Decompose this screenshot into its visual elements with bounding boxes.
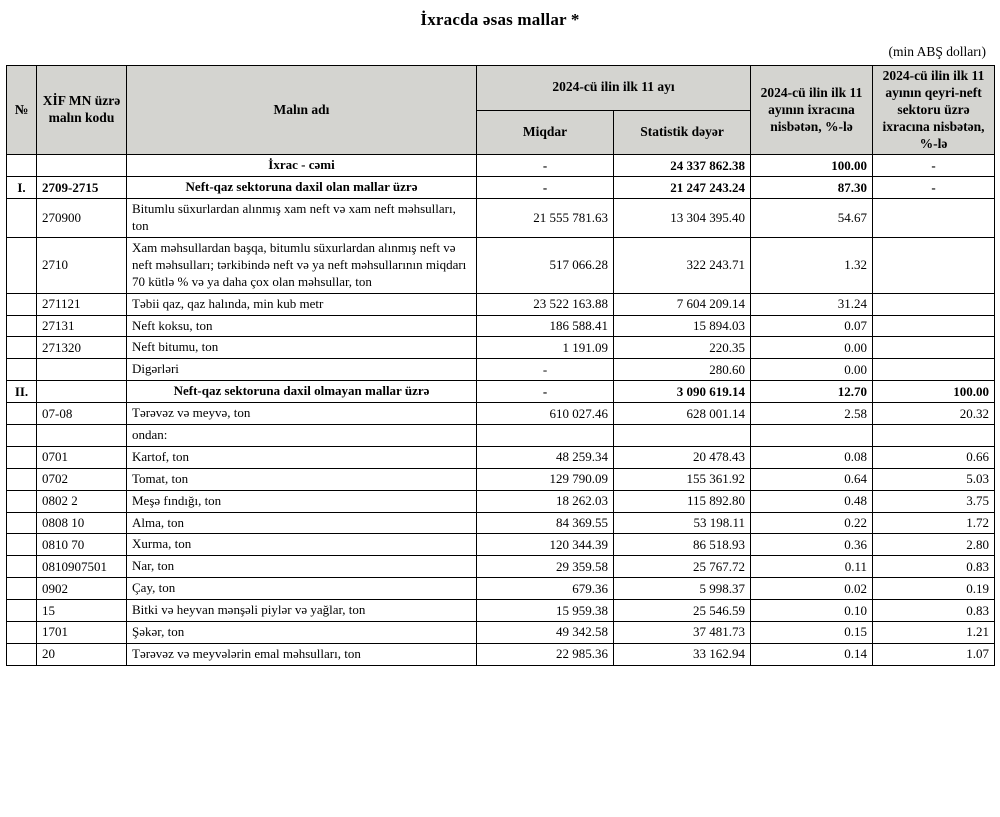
table-row xyxy=(7,424,995,446)
cell-num: I. xyxy=(7,177,37,199)
cell-pct-total: 12.70 xyxy=(751,381,873,403)
cell-num xyxy=(7,621,37,643)
table-row xyxy=(7,293,995,315)
cell-pct-total: 54.67 xyxy=(751,199,873,238)
table-row xyxy=(7,643,995,665)
export-goods-table xyxy=(6,65,995,666)
table-row xyxy=(7,600,995,622)
table-row xyxy=(7,446,995,468)
table-row xyxy=(7,621,995,643)
cell-code xyxy=(37,359,127,381)
cell-code xyxy=(37,381,127,403)
cell-code: 15 xyxy=(37,600,127,622)
table-row xyxy=(7,403,995,425)
cell-pct-total: 0.48 xyxy=(751,490,873,512)
cell-num xyxy=(7,155,37,177)
cell-value: 37 481.73 xyxy=(614,621,751,643)
cell-code: 0802 2 xyxy=(37,490,127,512)
cell-quantity: 1 191.09 xyxy=(477,337,614,359)
table-row xyxy=(7,490,995,512)
table-row xyxy=(7,578,995,600)
cell-num xyxy=(7,359,37,381)
cell-code: 1701 xyxy=(37,621,127,643)
cell-pct-nonoil xyxy=(873,315,995,337)
cell-pct-nonoil xyxy=(873,293,995,315)
cell-value: 25 767.72 xyxy=(614,556,751,578)
cell-quantity: 22 985.36 xyxy=(477,643,614,665)
header-qty: Miqdar xyxy=(477,110,614,155)
cell-value: 7 604 209.14 xyxy=(614,293,751,315)
cell-num: II. xyxy=(7,381,37,403)
cell-quantity: 18 262.03 xyxy=(477,490,614,512)
cell-pct-total: 0.36 xyxy=(751,534,873,556)
table-row xyxy=(7,155,995,177)
cell-pct-total: 0.02 xyxy=(751,578,873,600)
cell-value: 3 090 619.14 xyxy=(614,381,751,403)
cell-quantity: - xyxy=(477,381,614,403)
table-row xyxy=(7,359,995,381)
cell-goods-name: Xam məhsullardan başqa, bitumlu süxurlardan alınmış neft və neft məhsulları; tərkibində neft və ya neft məhsullarının miqdarı 70 kütlə % və ya daha çox olan məhsullar, ton xyxy=(127,237,477,293)
cell-pct-total: 0.64 xyxy=(751,468,873,490)
cell-goods-name: Tomat, ton xyxy=(127,468,477,490)
cell-pct-total: 2.58 xyxy=(751,403,873,425)
cell-code: 0702 xyxy=(37,468,127,490)
cell-pct-nonoil: 1.07 xyxy=(873,643,995,665)
table-body xyxy=(7,155,995,665)
table-row xyxy=(7,556,995,578)
cell-value: 21 247 243.24 xyxy=(614,177,751,199)
cell-pct-nonoil: 0.19 xyxy=(873,578,995,600)
cell-quantity: 679.36 xyxy=(477,578,614,600)
cell-num xyxy=(7,534,37,556)
cell-goods-name: Neft koksu, ton xyxy=(127,315,477,337)
cell-value: 280.60 xyxy=(614,359,751,381)
cell-value: 322 243.71 xyxy=(614,237,751,293)
cell-pct-nonoil: - xyxy=(873,177,995,199)
cell-goods-name: Digərləri xyxy=(127,359,477,381)
cell-goods-name: Şəkər, ton xyxy=(127,621,477,643)
cell-pct-nonoil: - xyxy=(873,155,995,177)
header-name: Malın adı xyxy=(127,66,477,155)
document-page xyxy=(0,10,1000,666)
cell-goods-name: Alma, ton xyxy=(127,512,477,534)
cell-code: 2709-2715 xyxy=(37,177,127,199)
table-row xyxy=(7,468,995,490)
cell-pct-total: 0.08 xyxy=(751,446,873,468)
cell-quantity: 15 959.38 xyxy=(477,600,614,622)
unit-note: (min ABŞ dolları) xyxy=(888,44,986,59)
cell-code: 0808 10 xyxy=(37,512,127,534)
cell-value: 20 478.43 xyxy=(614,446,751,468)
cell-code: 07-08 xyxy=(37,403,127,425)
cell-pct-nonoil: 1.21 xyxy=(873,621,995,643)
cell-goods-name: Çay, ton xyxy=(127,578,477,600)
table-row xyxy=(7,534,995,556)
cell-pct-total: 0.10 xyxy=(751,600,873,622)
header-pct-total: 2024-cü ilin ilk 11 ayının ixracına nisbətən, %-lə xyxy=(751,66,873,155)
cell-code: 0902 xyxy=(37,578,127,600)
cell-quantity: 129 790.09 xyxy=(477,468,614,490)
header-pct-nonoil: 2024-cü ilin ilk 11 ayının qeyri-neft sektoru üzrə ixracına nisbətən, %-lə xyxy=(873,66,995,155)
cell-goods-name: Tərəvəz və meyvələrin emal məhsulları, ton xyxy=(127,643,477,665)
cell-num xyxy=(7,315,37,337)
cell-goods-name: Bitumlu süxurlardan alınmış xam neft və xam neft məhsulları, ton xyxy=(127,199,477,238)
cell-pct-nonoil xyxy=(873,199,995,238)
cell-pct-nonoil: 100.00 xyxy=(873,381,995,403)
cell-quantity: 84 369.55 xyxy=(477,512,614,534)
cell-pct-total: 0.15 xyxy=(751,621,873,643)
cell-num xyxy=(7,600,37,622)
header-period: 2024-cü ilin ilk 11 ayı xyxy=(477,66,751,111)
cell-pct-total: 1.32 xyxy=(751,237,873,293)
cell-value: 33 162.94 xyxy=(614,643,751,665)
cell-pct-total xyxy=(751,424,873,446)
cell-goods-name: Meşə fındığı, ton xyxy=(127,490,477,512)
cell-pct-total: 31.24 xyxy=(751,293,873,315)
header-num: № xyxy=(7,66,37,155)
table-row xyxy=(7,237,995,293)
cell-code xyxy=(37,424,127,446)
cell-code: 0810907501 xyxy=(37,556,127,578)
cell-quantity: 23 522 163.88 xyxy=(477,293,614,315)
cell-quantity: 21 555 781.63 xyxy=(477,199,614,238)
cell-quantity: 49 342.58 xyxy=(477,621,614,643)
cell-quantity: - xyxy=(477,359,614,381)
cell-goods-name: İxrac - cəmi xyxy=(127,155,477,177)
cell-code: 271320 xyxy=(37,337,127,359)
cell-num xyxy=(7,337,37,359)
cell-num xyxy=(7,556,37,578)
cell-goods-name: Neft-qaz sektoruna daxil olan mallar üzrə xyxy=(127,177,477,199)
cell-goods-name: Tərəvəz və meyvə, ton xyxy=(127,403,477,425)
cell-num xyxy=(7,293,37,315)
cell-quantity: - xyxy=(477,155,614,177)
cell-quantity: 29 359.58 xyxy=(477,556,614,578)
cell-goods-name: ondan: xyxy=(127,424,477,446)
cell-goods-name: Kartof, ton xyxy=(127,446,477,468)
cell-pct-nonoil: 0.83 xyxy=(873,600,995,622)
cell-value: 5 998.37 xyxy=(614,578,751,600)
cell-pct-total: 0.00 xyxy=(751,337,873,359)
cell-quantity: 517 066.28 xyxy=(477,237,614,293)
table-row xyxy=(7,337,995,359)
cell-pct-nonoil: 2.80 xyxy=(873,534,995,556)
cell-quantity: 120 344.39 xyxy=(477,534,614,556)
cell-value xyxy=(614,424,751,446)
cell-value: 155 361.92 xyxy=(614,468,751,490)
table-row xyxy=(7,381,995,403)
cell-quantity xyxy=(477,424,614,446)
cell-pct-nonoil: 3.75 xyxy=(873,490,995,512)
cell-quantity: 610 027.46 xyxy=(477,403,614,425)
cell-value: 25 546.59 xyxy=(614,600,751,622)
cell-pct-nonoil xyxy=(873,359,995,381)
header-value: Statistik dəyər xyxy=(614,110,751,155)
cell-num xyxy=(7,199,37,238)
cell-num xyxy=(7,643,37,665)
table-header xyxy=(7,66,995,155)
cell-pct-total: 0.14 xyxy=(751,643,873,665)
cell-pct-nonoil: 0.66 xyxy=(873,446,995,468)
cell-pct-nonoil: 1.72 xyxy=(873,512,995,534)
cell-pct-nonoil: 0.83 xyxy=(873,556,995,578)
cell-goods-name: Təbii qaz, qaz halında, min kub metr xyxy=(127,293,477,315)
cell-code: 27131 xyxy=(37,315,127,337)
cell-goods-name: Neft bitumu, ton xyxy=(127,337,477,359)
cell-value: 628 001.14 xyxy=(614,403,751,425)
cell-num xyxy=(7,490,37,512)
table-row xyxy=(7,199,995,238)
cell-value: 115 892.80 xyxy=(614,490,751,512)
cell-pct-nonoil xyxy=(873,237,995,293)
table-row xyxy=(7,177,995,199)
cell-num xyxy=(7,424,37,446)
cell-pct-nonoil xyxy=(873,337,995,359)
table-row xyxy=(7,315,995,337)
cell-code: 0701 xyxy=(37,446,127,468)
cell-pct-total: 0.22 xyxy=(751,512,873,534)
cell-quantity: 186 588.41 xyxy=(477,315,614,337)
cell-value: 24 337 862.38 xyxy=(614,155,751,177)
cell-num xyxy=(7,446,37,468)
cell-pct-total: 87.30 xyxy=(751,177,873,199)
page-title: İxracda əsas mallar * xyxy=(420,10,580,29)
cell-code: 2710 xyxy=(37,237,127,293)
cell-goods-name: Nar, ton xyxy=(127,556,477,578)
cell-code: 20 xyxy=(37,643,127,665)
cell-value: 53 198.11 xyxy=(614,512,751,534)
cell-goods-name: Bitki və heyvan mənşəli piylər və yağlar, ton xyxy=(127,600,477,622)
cell-num xyxy=(7,512,37,534)
cell-pct-total: 0.11 xyxy=(751,556,873,578)
cell-value: 220.35 xyxy=(614,337,751,359)
cell-pct-nonoil: 5.03 xyxy=(873,468,995,490)
cell-quantity: - xyxy=(477,177,614,199)
table-row xyxy=(7,512,995,534)
cell-value: 86 518.93 xyxy=(614,534,751,556)
cell-num xyxy=(7,578,37,600)
header-code: XİF MN üzrə malın kodu xyxy=(37,66,127,155)
cell-code: 0810 70 xyxy=(37,534,127,556)
cell-code xyxy=(37,155,127,177)
cell-num xyxy=(7,403,37,425)
cell-quantity: 48 259.34 xyxy=(477,446,614,468)
cell-pct-nonoil: 20.32 xyxy=(873,403,995,425)
cell-value: 13 304 395.40 xyxy=(614,199,751,238)
cell-pct-total: 0.07 xyxy=(751,315,873,337)
cell-code: 270900 xyxy=(37,199,127,238)
cell-pct-nonoil xyxy=(873,424,995,446)
cell-goods-name: Neft-qaz sektoruna daxil olmayan mallar üzrə xyxy=(127,381,477,403)
cell-goods-name: Xurma, ton xyxy=(127,534,477,556)
cell-num xyxy=(7,237,37,293)
cell-pct-total: 0.00 xyxy=(751,359,873,381)
cell-pct-total: 100.00 xyxy=(751,155,873,177)
cell-value: 15 894.03 xyxy=(614,315,751,337)
cell-num xyxy=(7,468,37,490)
cell-code: 271121 xyxy=(37,293,127,315)
